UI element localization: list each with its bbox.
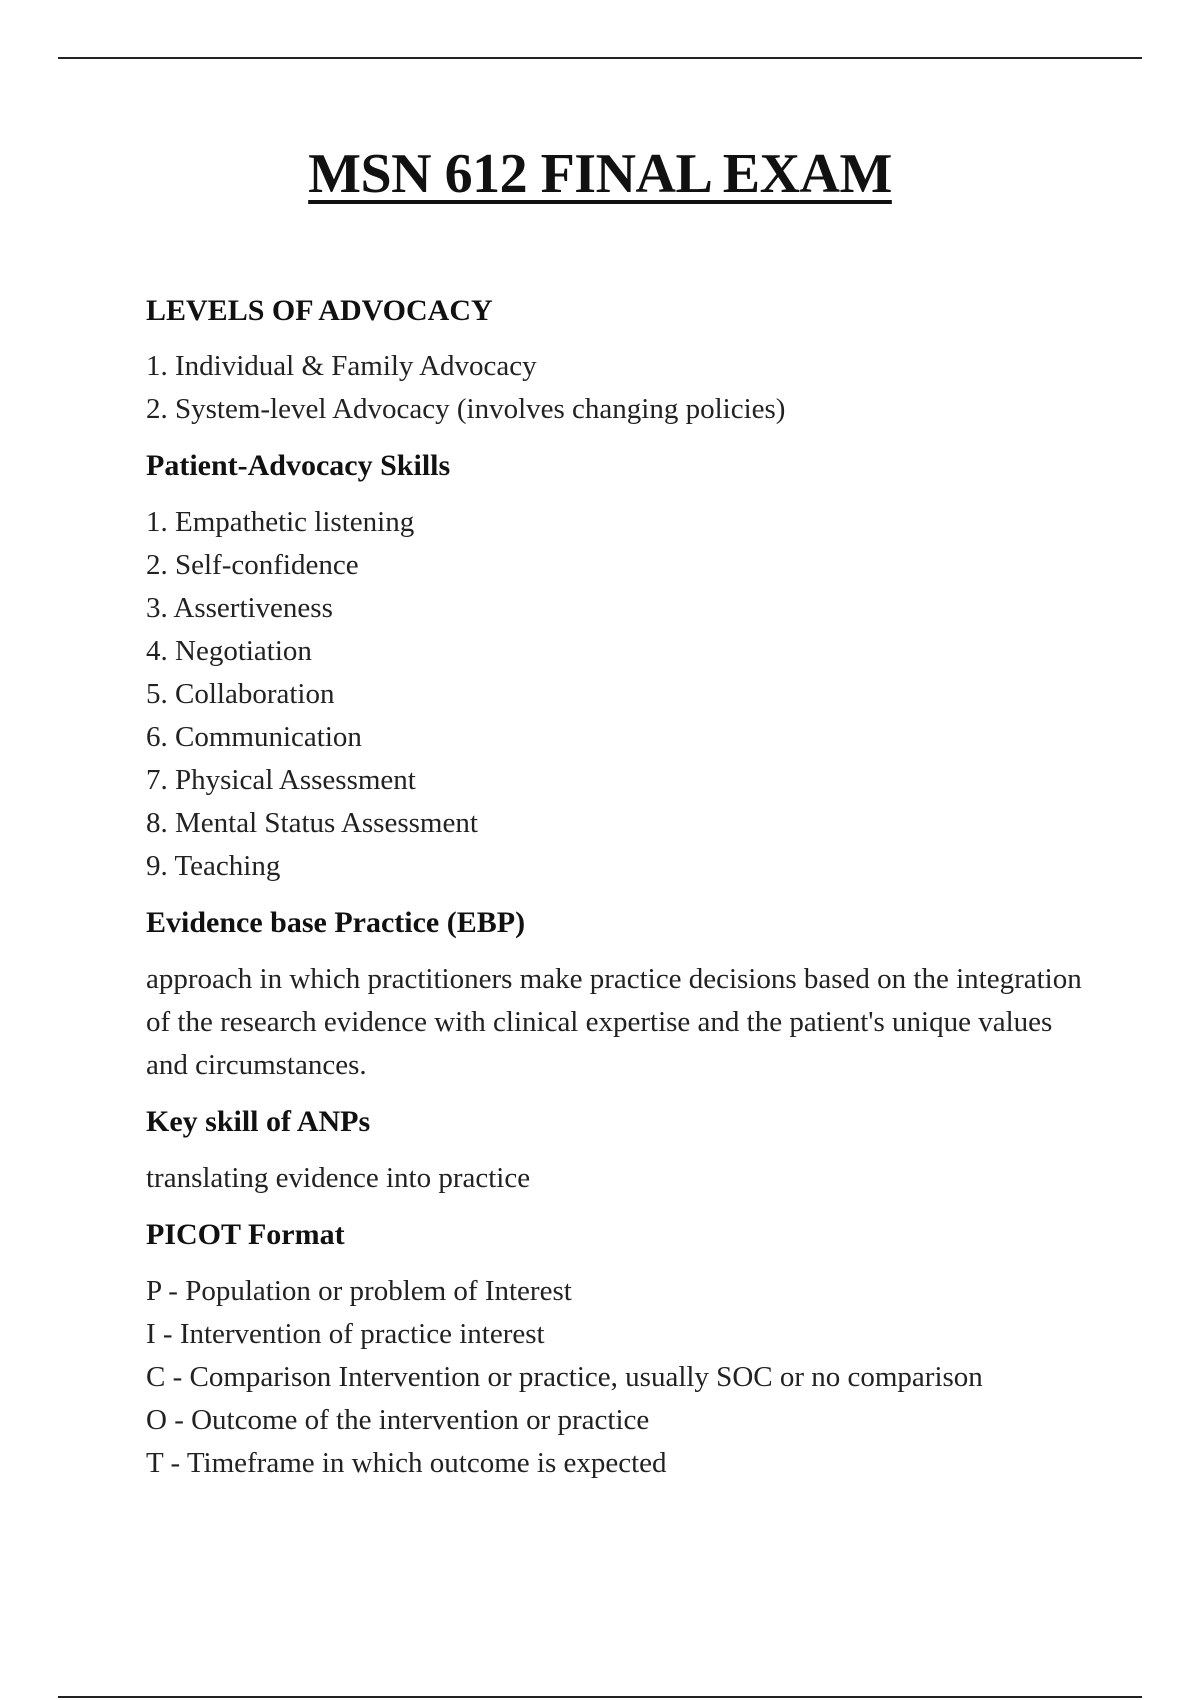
list-item: T - Timeframe in which outcome is expected <box>146 1447 667 1479</box>
list-item: 3. Assertiveness <box>146 592 333 624</box>
key-skill-text: translating evidence into practice <box>146 1162 531 1194</box>
list-item: I - Intervention of practice interest <box>146 1318 545 1350</box>
list-item: 8. Mental Status Assessment <box>146 807 478 839</box>
advocacy-skills-list <box>146 501 1086 888</box>
section-patient-advocacy-skills <box>146 446 1086 888</box>
section-ebp <box>146 903 1086 1087</box>
list-item: 6. Communication <box>146 721 362 753</box>
section-heading: Evidence base Practice (EBP) <box>146 906 526 939</box>
page-title: MSN 612 FINAL EXAM <box>308 143 892 205</box>
bottom-divider <box>58 1696 1142 1698</box>
top-divider <box>58 57 1142 59</box>
advocacy-levels-list <box>146 345 1086 431</box>
ebp-definition: approach in which practitioners make practice decisions based on the integration of the research evidence with clinical expertise and the patient's unique values and circumstances. <box>146 963 1082 1081</box>
list-item: 2. System-level Advocacy (involves changing policies) <box>146 393 786 425</box>
list-item: C - Comparison Intervention or practice, usually SOC or no comparison <box>146 1361 983 1393</box>
section-heading: Key skill of ANPs <box>146 1105 371 1138</box>
section-levels-of-advocacy <box>146 291 1086 431</box>
section-picot <box>146 1215 1086 1485</box>
section-heading: Patient-Advocacy Skills <box>146 449 451 482</box>
page-title-wrapper <box>0 142 1200 206</box>
list-item: 2. Self-confidence <box>146 549 359 581</box>
picot-list <box>146 1270 1086 1485</box>
list-item: O - Outcome of the intervention or practice <box>146 1404 650 1436</box>
section-key-skill <box>146 1102 1086 1200</box>
section-heading: PICOT Format <box>146 1218 345 1251</box>
list-item: 7. Physical Assessment <box>146 764 416 796</box>
list-item: 1. Individual & Family Advocacy <box>146 350 537 382</box>
section-heading: LEVELS OF ADVOCACY <box>146 294 493 327</box>
list-item: P - Population or problem of Interest <box>146 1275 572 1307</box>
list-item: 1. Empathetic listening <box>146 506 415 538</box>
document-body <box>146 291 1086 1500</box>
list-item: 5. Collaboration <box>146 678 335 710</box>
list-item: 9. Teaching <box>146 850 281 882</box>
list-item: 4. Negotiation <box>146 635 312 667</box>
